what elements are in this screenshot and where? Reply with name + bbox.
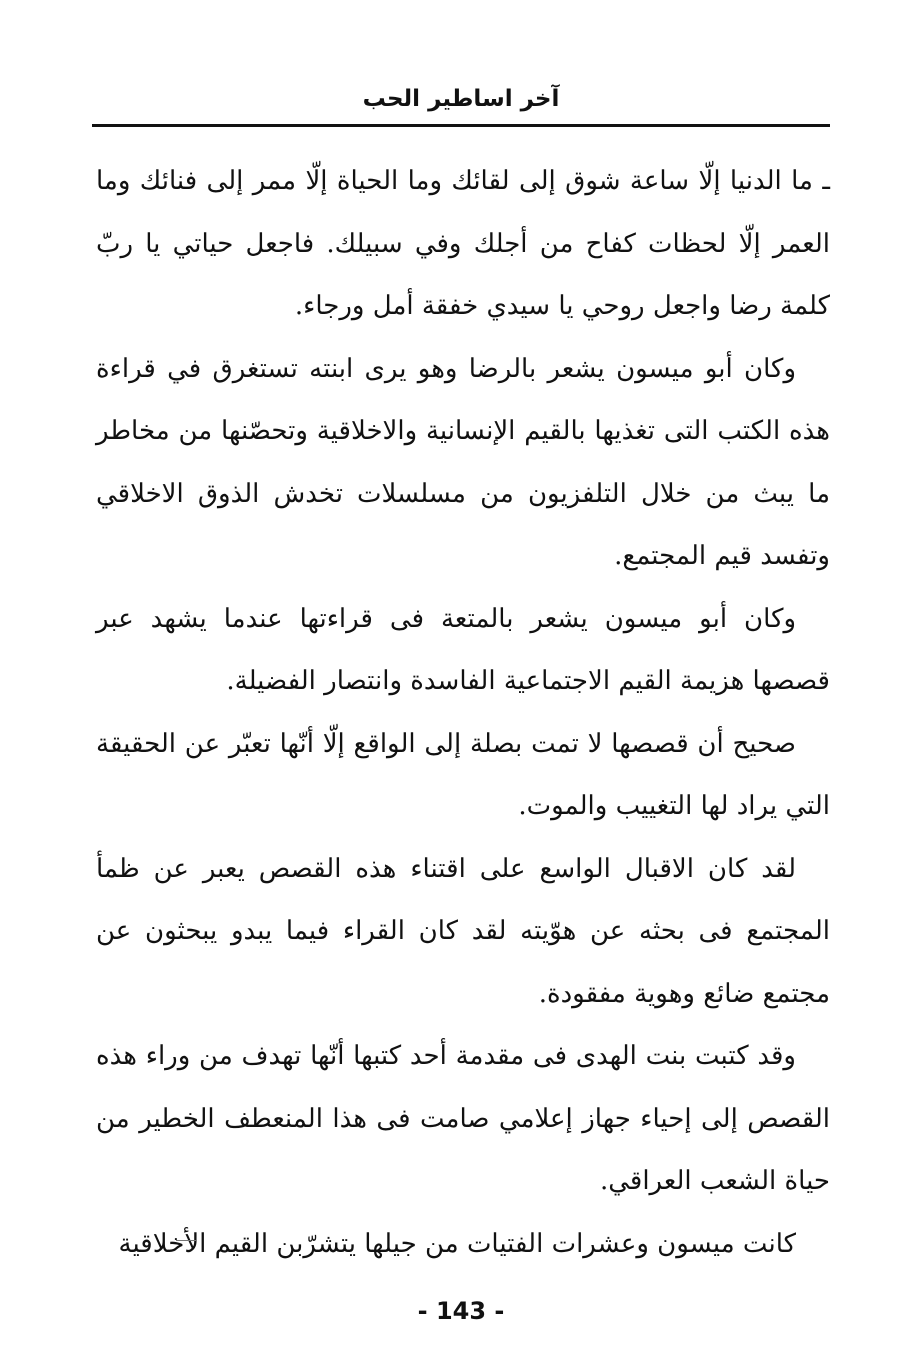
paragraph: ـ ما الدنيا إلّا ساعة شوق إلى لقائك وما الحياة إلّا ممر إلى فنائك وما العمر إلّا لحظات كفاح من أجلك وفي سبيلك. فاجعل حياتي يا ربّ كلمة رضا واجعل روحي يا سيدي خفقة أمل ورجاء. [96, 166, 830, 321]
running-title: آخر اساطير الحب [362, 86, 560, 112]
paragraph: وقد كتبت بنت الهدى فى مقدمة أحد كتبها أنّها تهدف من وراء هذه القصص إلى إحياء جهاز إعلامي صامت فى هذا المنعطف الخطير من حياة الشعب العراقي. [96, 1041, 830, 1196]
body-text [96, 150, 830, 1275]
footnote-rule [176, 1240, 196, 1241]
paragraph: كانت ميسون وعشرات الفتيات من جيلها يتشرّبن القيم الأخلاقية [118, 1228, 796, 1259]
paragraph: لقد كان الاقبال الواسع على اقتناء هذه القصص يعبر عن ظمأ المجتمع فى بحثه عن هوّيته لقد كان القراء فيما يبدو يبحثون عن مجتمع ضائع وهوية مفقودة. [96, 853, 830, 1009]
header-rule [92, 124, 830, 127]
paragraph: صحيح أن قصصها لا تمت بصلة إلى الواقع إلّا أنّها تعبّر عن الحقيقة التي يراد لها التغييب والموت. [96, 728, 830, 821]
paragraph: وكان أبو ميسون يشعر بالمتعة فى قراءتها عندما يشهد عبر قصصها هزيمة القيم الاجتماعية الفاسدة وانتصار الفضيلة. [96, 603, 830, 696]
paragraph: وكان أبو ميسون يشعر بالرضا وهو يرى ابنته تستغرق في قراءة هذه الكتب التى تغذيها بالقيم الإنسانية والاخلاقية وتحصّنها من مخاطر ما يبث من خلال التلفزيون من مسلسلات تخدش الذوق الاخلاقي وتفسد قيم المجتمع. [96, 353, 830, 571]
page-number: - 143 - [417, 1297, 505, 1325]
